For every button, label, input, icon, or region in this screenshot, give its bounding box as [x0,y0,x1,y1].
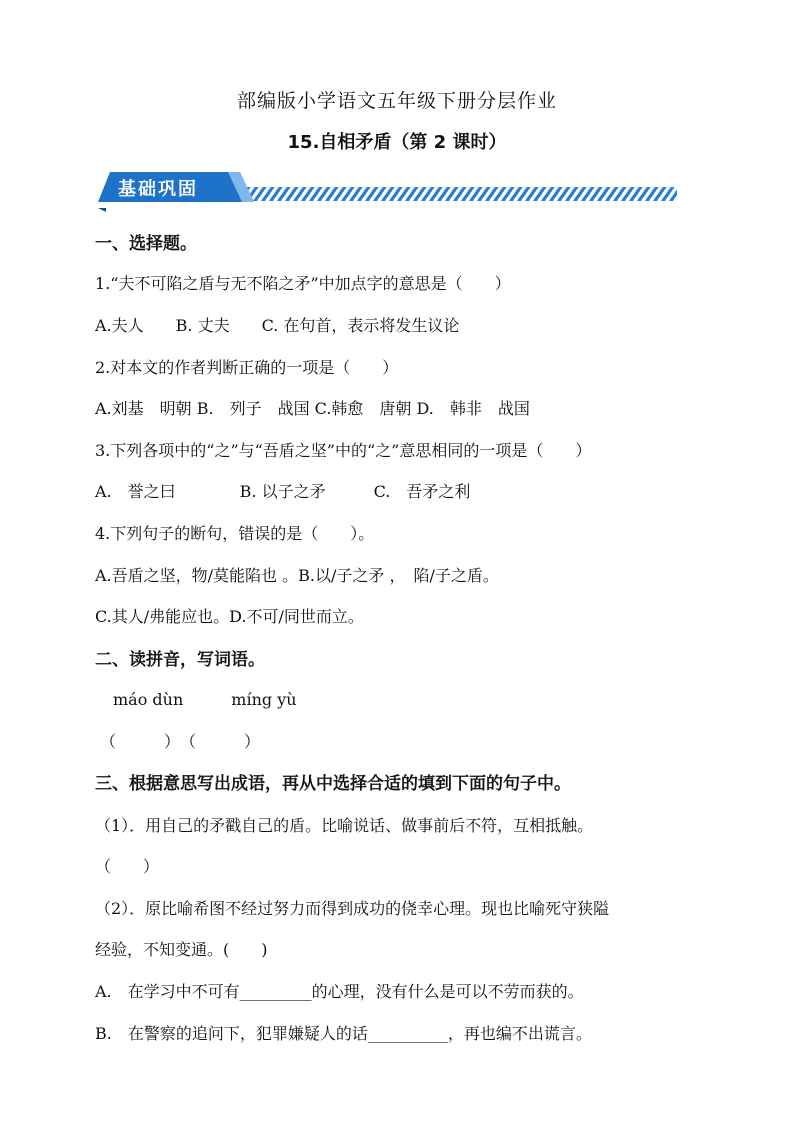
banner-tab-shadow [98,208,106,212]
question-3-options: A. 誉之曰 B. 以子之矛 C. 吾矛之利 [95,482,471,501]
question-2-options: A.刘基 明朝 B. 列子 战国 C.韩愈 唐朝 D. 韩非 战国 [95,399,530,418]
banner-label: 基础巩固 [118,179,198,200]
sentence-b: B. 在警察的追问下，犯罪嫌疑人的话__________，再也编不出谎言。 [95,1024,592,1043]
banner-stripes [232,187,677,201]
lesson-title: 15.自相矛盾（第 2 课时） [287,132,507,153]
question-3: 3.下列各项中的“之”与“吾盾之坚”中的“之”意思相同的一项是（ ） [95,441,592,460]
idiom-item-2: （2）．原比喻希图不经过努力而得到成功的侥幸心理。现也比喻死守狭隘 [95,899,610,918]
idiom-item-1: （1）．用自己的矛戳自己的盾。比喻说话、做事前后不符，互相抵触。 [95,816,594,835]
question-4-options-1: A.吾盾之坚，物/莫能陷也 。B.以/子之矛 ， 陷/子之盾。 [95,566,499,585]
question-2: 2.对本文的作者判断正确的一项是（ ） [95,358,399,377]
pinyin-blanks: （ ） （ ） [100,732,261,751]
question-1: 1.“夫不可陷之盾与无不陷之矛”中加点字的意思是（ ） [95,274,511,293]
sentence-a: A. 在学习中不可有_________的心理，没有什么是可以不劳而获的。 [95,982,584,1001]
section2-heading: 二、读拼音，写词语。 [95,650,265,670]
worksheet-title: 部编版小学语文五年级下册分层作业 [236,90,557,112]
section1-heading: 一、选择题。 [95,234,197,254]
idiom-item-1-blank: （ ） [95,857,160,876]
idiom-item-2-cont: 经验，不知变通。( ) [95,940,268,959]
question-4: 4.下列句子的断句，错误的是（ ）。 [95,524,375,543]
question-1-options: A.夫人 B. 丈夫 C. 在句首，表示将发生议论 [95,316,460,335]
pinyin-row: máo dùn míng yù [113,690,297,709]
section3-heading: 三、根据意思写出成语，再从中选择合适的填到下面的句子中。 [95,774,571,794]
question-4-options-2: C.其人/弗能应也。D.不可/同世而立。 [95,607,364,626]
